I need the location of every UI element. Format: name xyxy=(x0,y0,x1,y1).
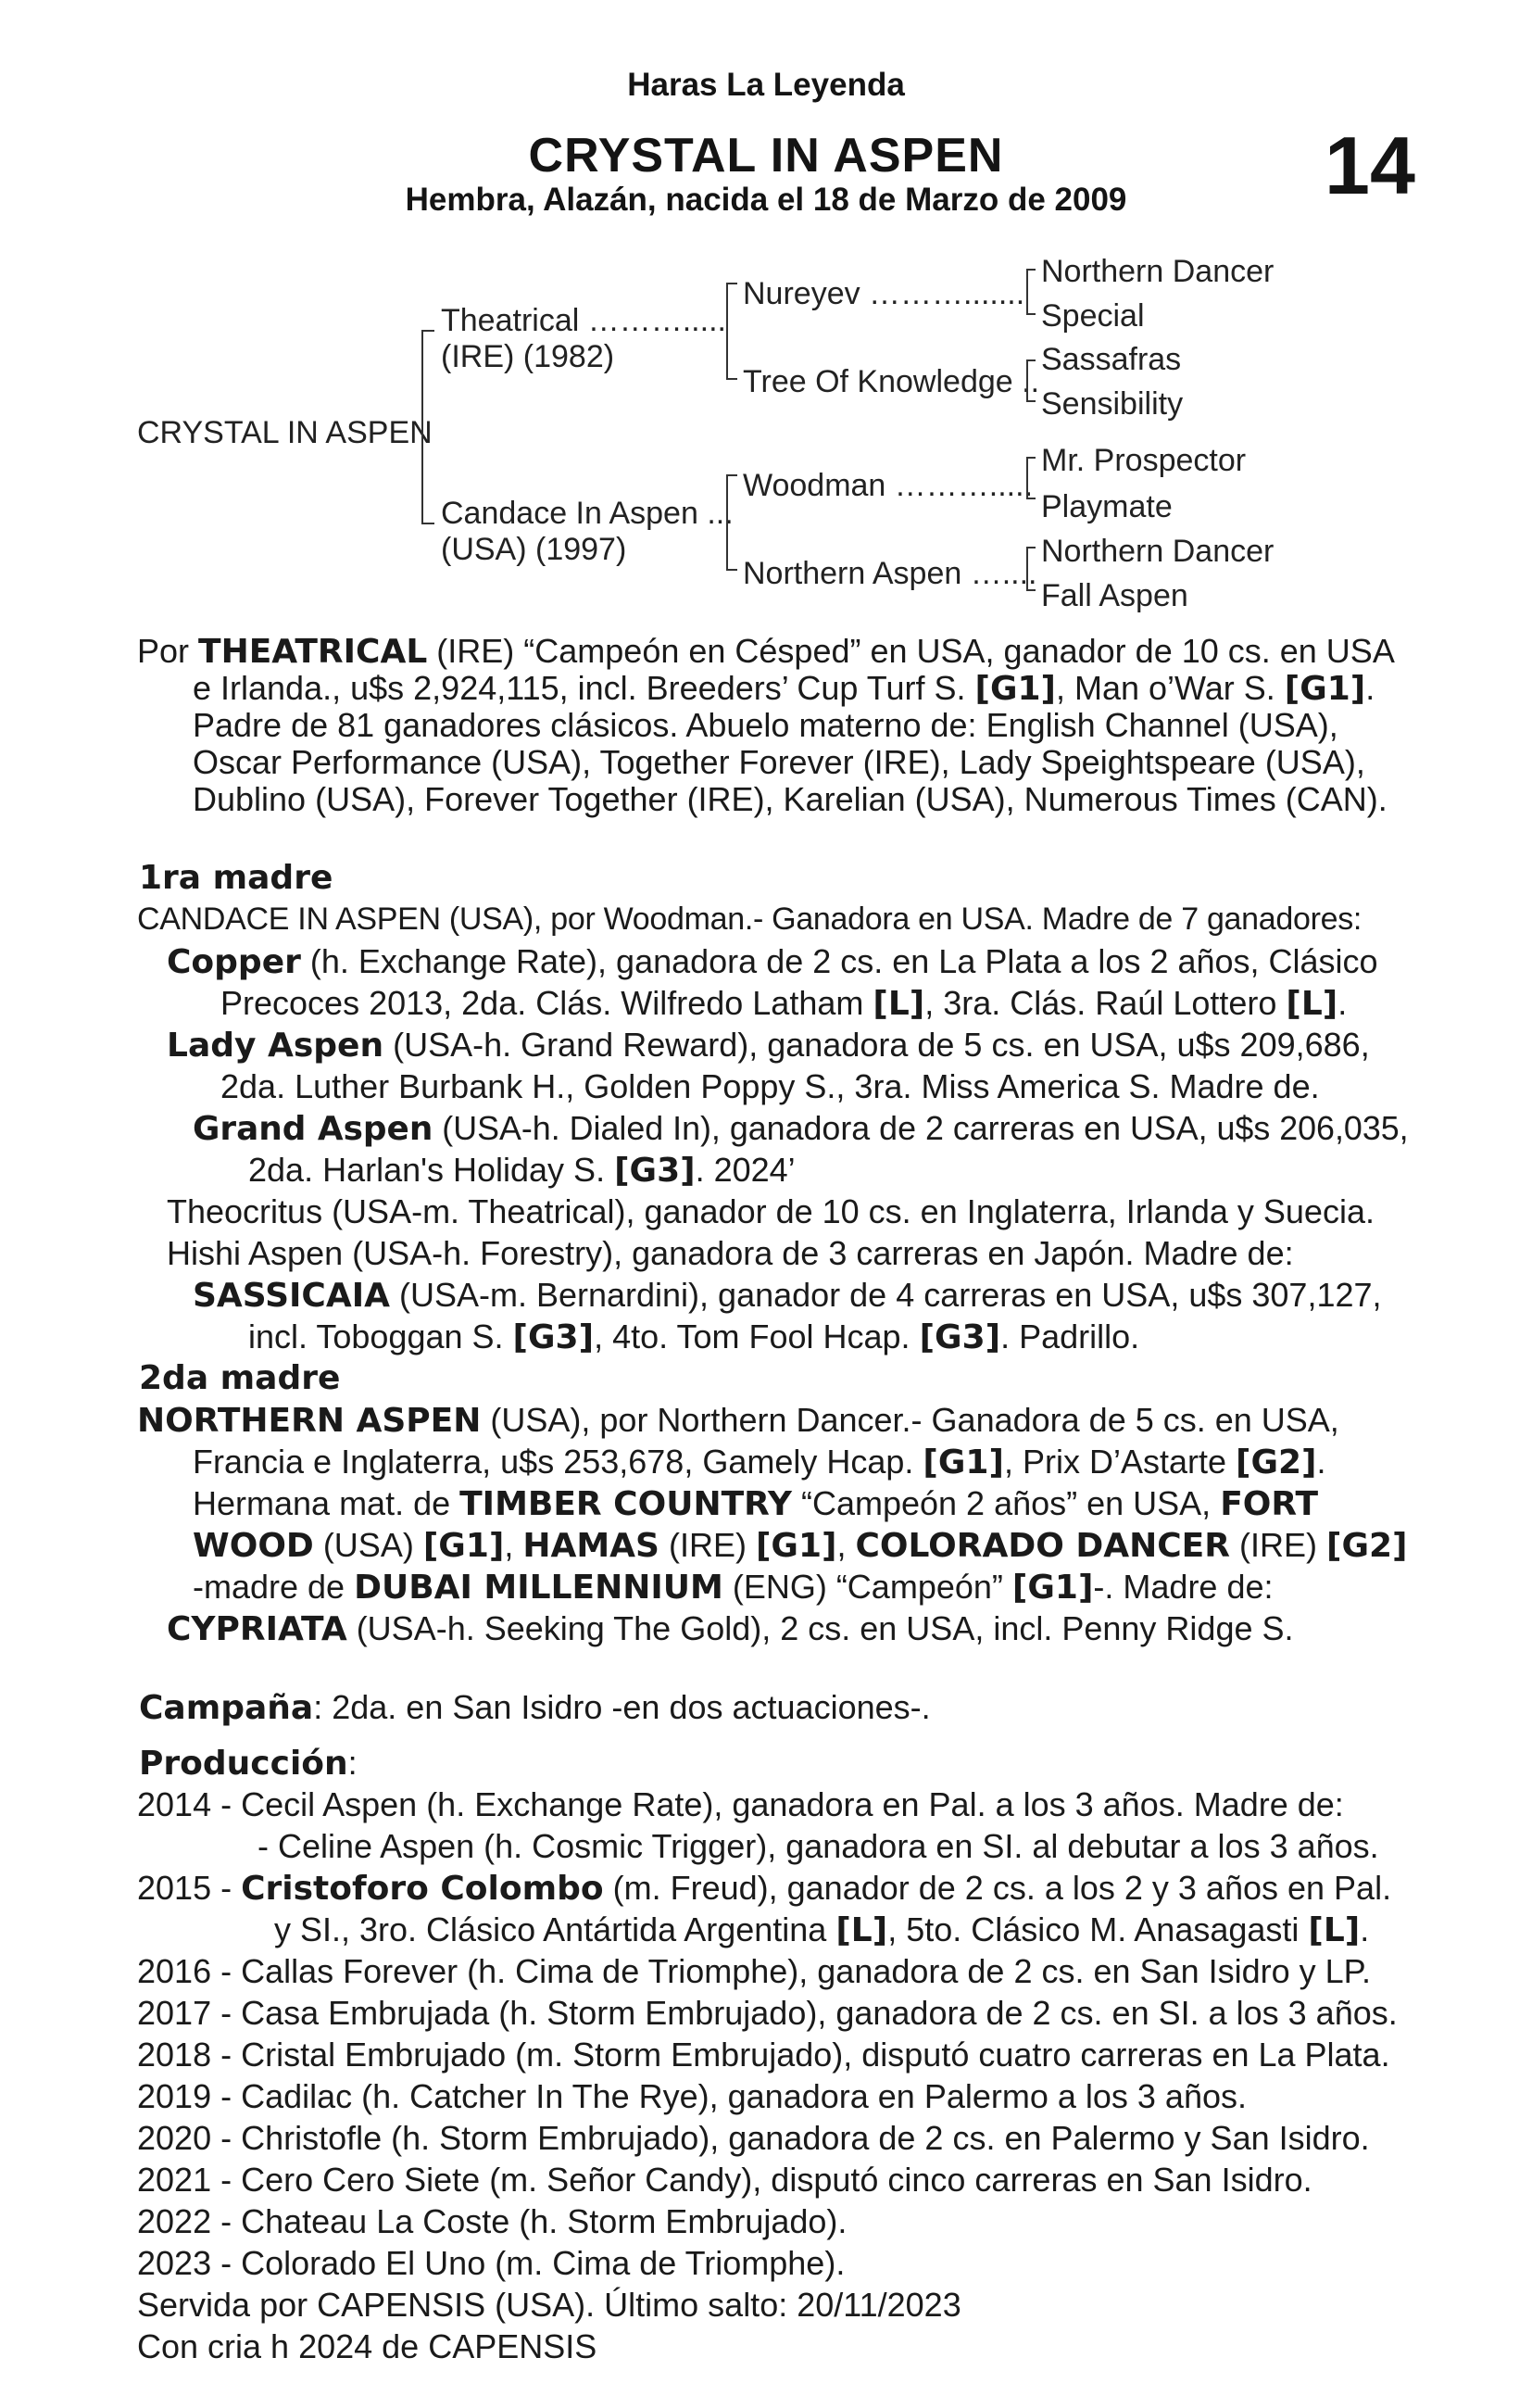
produce-line: Theocritus (USA-m. Theatrical), ganador de 10 cs. en Inglaterra, Irlanda y Suecia. xyxy=(167,1192,1375,1230)
section-heading: Producción: xyxy=(139,1744,358,1783)
production-line: 2018 - Cristal Embrujado (m. Storm Embrujado), disputó cuatro carreras en La Plata. xyxy=(137,2036,1390,2074)
pedigree-sire-dam: Tree Of Knowledge .. xyxy=(743,364,1040,399)
pedigree-bracket xyxy=(1026,457,1036,499)
foal-line: Con cria h 2024 de CAPENSIS xyxy=(137,2327,597,2365)
farm-name: Haras La Leyenda xyxy=(627,67,905,103)
pedigree-ggs: Mr. Prospector xyxy=(1041,443,1247,478)
sire-line: Por THEATRICAL (IRE) “Campeón en Césped” en USA, ganador de 10 cs. en USA xyxy=(137,632,1395,671)
pedigree-ggs: Northern Dancer xyxy=(1041,534,1275,569)
production-line: 2021 - Cero Cero Siete (m. Señor Candy), disputó cinco carreras en San Isidro. xyxy=(137,2161,1312,2199)
sire-line: e Irlanda., u$s 2,924,115, incl. Breeders’ Cup Turf S. [G1], Man o’War S. [G1]. xyxy=(193,669,1375,708)
pedigree-dam-sire: Woodman ………..... xyxy=(743,468,1034,503)
pedigree-bracket xyxy=(726,474,737,571)
pedigree-ggs: Sassafras xyxy=(1041,342,1182,377)
production-line: 2017 - Casa Embrujada (h. Storm Embrujado), ganadora de 2 cs. en SI. a los 3 años. xyxy=(137,1994,1398,2032)
dam2-line: CYPRIATA (USA-h. Seeking The Gold), 2 cs. en USA, incl. Penny Ridge S. xyxy=(167,1609,1294,1648)
pedigree-bracket xyxy=(421,330,434,524)
produce-line: Lady Aspen (USA-h. Grand Reward), ganadora de 5 cs. en USA, u$s 209,686, xyxy=(167,1026,1370,1065)
production-line: - Celine Aspen (h. Cosmic Trigger), ganadora en SI. al debutar a los 3 años. xyxy=(257,1827,1379,1865)
sire-name: THEATRICAL xyxy=(198,633,428,671)
dam2-line: -madre de DUBAI MILLENNIUM (ENG) “Campeón” [G1]-. Madre de: xyxy=(193,1568,1274,1607)
pedigree-bracket xyxy=(726,283,737,380)
production-line: 2016 - Callas Forever (h. Cima de Triomphe), ganadora de 2 cs. en San Isidro y LP. xyxy=(137,1952,1372,1990)
sire-line: Padre de 81 ganadores clásicos. Abuelo materno de: English Channel (USA), xyxy=(193,706,1338,744)
production-line: y SI., 3ro. Clásico Antártida Argentina [L], 5to. Clásico M. Anasagasti [L]. xyxy=(274,1910,1370,1949)
pedigree-bracket xyxy=(1026,547,1036,591)
pedigree-dam-dam: Northern Aspen ….... xyxy=(743,556,1037,591)
horse-description: Hembra, Alazán, nacida el 18 de Marzo de 2009 xyxy=(405,182,1127,218)
section-heading: 2da madre xyxy=(139,1359,341,1397)
pedigree-bracket xyxy=(1026,269,1036,315)
pedigree-subject: CRYSTAL IN ASPEN xyxy=(137,415,433,450)
section-heading: 1ra madre xyxy=(139,859,333,897)
pedigree-ggs: Northern Dancer xyxy=(1041,254,1275,289)
produce-line: Copper (h. Exchange Rate), ganadora de 2 cs. en La Plata a los 2 años, Clásico xyxy=(167,942,1378,981)
pedigree-dam: Candace In Aspen ... xyxy=(441,496,734,531)
production-line: 2015 - Cristoforo Colombo (m. Freud), ganador de 2 cs. a los 2 y 3 años en Pal. xyxy=(137,1869,1392,1908)
dam-intro: CANDACE IN ASPEN (USA), por Woodman.- Ganadora en USA. Madre de 7 ganadores: xyxy=(137,901,1362,937)
sire-line: Oscar Performance (USA), Together Forever (IRE), Lady Speightspeare (USA), xyxy=(193,743,1365,781)
produce-line: incl. Toboggan S. [G3], 4to. Tom Fool Hcap. [G3]. Padrillo. xyxy=(248,1317,1140,1356)
pedigree-ggd: Sensibility xyxy=(1041,386,1184,422)
horse-name: CRYSTAL IN ASPEN xyxy=(528,129,1004,183)
served-line: Servida por CAPENSIS (USA). Último salto: 20/11/2023 xyxy=(137,2286,961,2324)
produce-line: SASSICAIA (USA-m. Bernardini), ganador de 4 carreras en USA, u$s 307,127, xyxy=(193,1276,1382,1315)
pedigree-dam-origin: (USA) (1997) xyxy=(441,532,627,567)
campaign-line: Campaña: 2da. en San Isidro -en dos actuaciones-. xyxy=(139,1688,931,1727)
pedigree-ggd: Special xyxy=(1041,298,1145,334)
pedigree-sire-origin: (IRE) (1982) xyxy=(441,339,615,374)
produce-line: 2da. Luther Burbank H., Golden Poppy S., 3ra. Miss America S. Madre de. xyxy=(220,1067,1320,1105)
production-line: 2023 - Colorado El Uno (m. Cima de Triomphe). xyxy=(137,2244,846,2282)
pedigree-bracket xyxy=(1026,359,1036,402)
production-line: 2019 - Cadilac (h. Catcher In The Rye), ganadora en Palermo a los 3 años. xyxy=(137,2077,1248,2115)
pedigree-ggd: Playmate xyxy=(1041,489,1173,524)
produce-line: 2da. Harlan's Holiday S. [G3]. 2024’ xyxy=(248,1151,796,1190)
dam2-line: WOOD (USA) [G1], HAMAS (IRE) [G1], COLORADO DANCER (IRE) [G2] xyxy=(193,1526,1408,1565)
produce-line: Grand Aspen (USA-h. Dialed In), ganadora de 2 carreras en USA, u$s 206,035, xyxy=(193,1109,1409,1148)
production-line: 2022 - Chateau La Coste (h. Storm Embrujado). xyxy=(137,2202,848,2240)
dam2-line: Hermana mat. de TIMBER COUNTRY “Campeón 2 años” en USA, FORT xyxy=(193,1484,1319,1523)
production-line: 2020 - Christofle (h. Storm Embrujado), ganadora de 2 cs. en Palermo y San Isidro. xyxy=(137,2119,1370,2157)
sire-line: Dublino (USA), Forever Together (IRE), Karelian (USA), Numerous Times (CAN). xyxy=(193,780,1388,818)
pedigree-sire: Theatrical ………..... xyxy=(441,303,726,338)
dam2-line: Francia e Inglaterra, u$s 253,678, Gamely Hcap. [G1], Prix D’Astarte [G2]. xyxy=(193,1443,1326,1481)
production-line: 2014 - Cecil Aspen (h. Exchange Rate), ganadora en Pal. a los 3 años. Madre de: xyxy=(137,1785,1344,1823)
dam2-line: NORTHERN ASPEN (USA), por Northern Dancer.- Ganadora de 5 cs. en USA, xyxy=(137,1401,1339,1440)
pedigree-sire-sire: Nureyev ………....... xyxy=(743,276,1025,311)
lot-number: 14 xyxy=(1325,120,1415,211)
produce-line: Hishi Aspen (USA-h. Forestry), ganadora de 3 carreras en Japón. Madre de: xyxy=(167,1234,1294,1272)
pedigree-ggd: Fall Aspen xyxy=(1041,578,1188,613)
produce-line: Precoces 2013, 2da. Clás. Wilfredo Latham [L], 3ra. Clás. Raúl Lottero [L]. xyxy=(220,984,1348,1023)
